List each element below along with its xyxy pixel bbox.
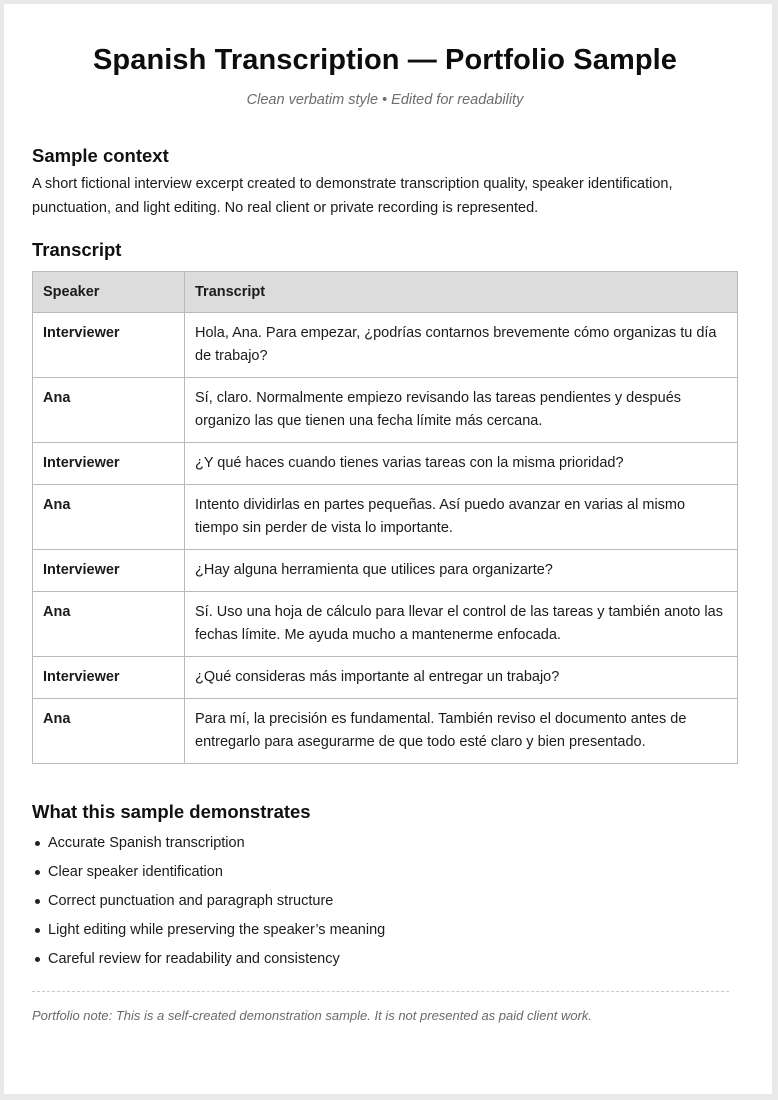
- table-row: [33, 550, 738, 592]
- speaker-cell: Interviewer: [33, 443, 185, 485]
- table-row: [33, 485, 738, 550]
- column-header-transcript: Transcript: [185, 272, 738, 313]
- transcript-cell: Sí. Uso una hoja de cálculo para llevar el control de las tareas y también anoto las fechas límite. Me ayuda mucho a mantenerme enfocada.: [185, 592, 738, 657]
- speaker-cell: Interviewer: [33, 657, 185, 699]
- table-row: [33, 592, 738, 657]
- transcript-cell: ¿Y qué haces cuando tienes varias tareas con la misma prioridad?: [185, 443, 738, 485]
- page-subtitle: Clean verbatim style • Edited for readability: [246, 92, 524, 108]
- list-item: Correct punctuation and paragraph structure: [48, 890, 385, 919]
- list-item: Careful review for readability and consistency: [48, 948, 385, 977]
- transcript-cell: ¿Qué consideras más importante al entregar un trabajo?: [185, 657, 738, 699]
- transcript-cell: Para mí, la precisión es fundamental. También reviso el documento antes de entregarlo para asegurarme de que todo esté claro y bien presentado.: [185, 699, 738, 764]
- table-row: [33, 657, 738, 699]
- speaker-cell: Interviewer: [33, 550, 185, 592]
- transcript-heading: Transcript: [32, 239, 122, 260]
- speaker-cell: Ana: [33, 592, 185, 657]
- list-item: Clear speaker identification: [48, 861, 385, 890]
- demonstrates-heading: What this sample demonstrates: [32, 801, 311, 822]
- column-header-speaker: Speaker: [33, 272, 185, 313]
- speaker-cell: Ana: [33, 699, 185, 764]
- speaker-cell: Ana: [33, 378, 185, 443]
- demonstrates-list: [32, 832, 385, 977]
- table-row: [33, 443, 738, 485]
- speaker-cell: Ana: [33, 485, 185, 550]
- footer-divider: [32, 991, 729, 992]
- transcript-cell: Intento dividirlas en partes pequeñas. Así puedo avanzar en varias al mismo tiempo sin perder de vista lo importante.: [185, 485, 738, 550]
- table-row: [33, 313, 738, 378]
- list-item: Light editing while preserving the speaker’s meaning: [48, 919, 385, 948]
- list-item: Accurate Spanish transcription: [48, 832, 385, 861]
- table-header-row: [33, 272, 738, 313]
- transcript-cell: Hola, Ana. Para empezar, ¿podrías contarnos brevemente cómo organizas tu día de trabajo?: [185, 313, 738, 378]
- table-row: [33, 699, 738, 764]
- context-paragraph: A short fictional interview excerpt created to demonstrate transcription quality, speaker identification, punctuation, and light editing. No real client or private recording is represented.: [32, 176, 673, 216]
- transcript-cell: Sí, claro. Normalmente empiezo revisando las tareas pendientes y después organizo las que tienen una fecha límite más cercana.: [185, 378, 738, 443]
- transcript-cell: ¿Hay alguna herramienta que utilices para organizarte?: [185, 550, 738, 592]
- portfolio-note: Portfolio note: This is a self-created demonstration sample. It is not presented as paid client work.: [32, 1008, 592, 1023]
- transcript-table: [32, 271, 738, 764]
- speaker-cell: Interviewer: [33, 313, 185, 378]
- page-title: Spanish Transcription — Portfolio Sample: [92, 44, 678, 76]
- table-row: [33, 378, 738, 443]
- context-heading: Sample context: [32, 145, 169, 166]
